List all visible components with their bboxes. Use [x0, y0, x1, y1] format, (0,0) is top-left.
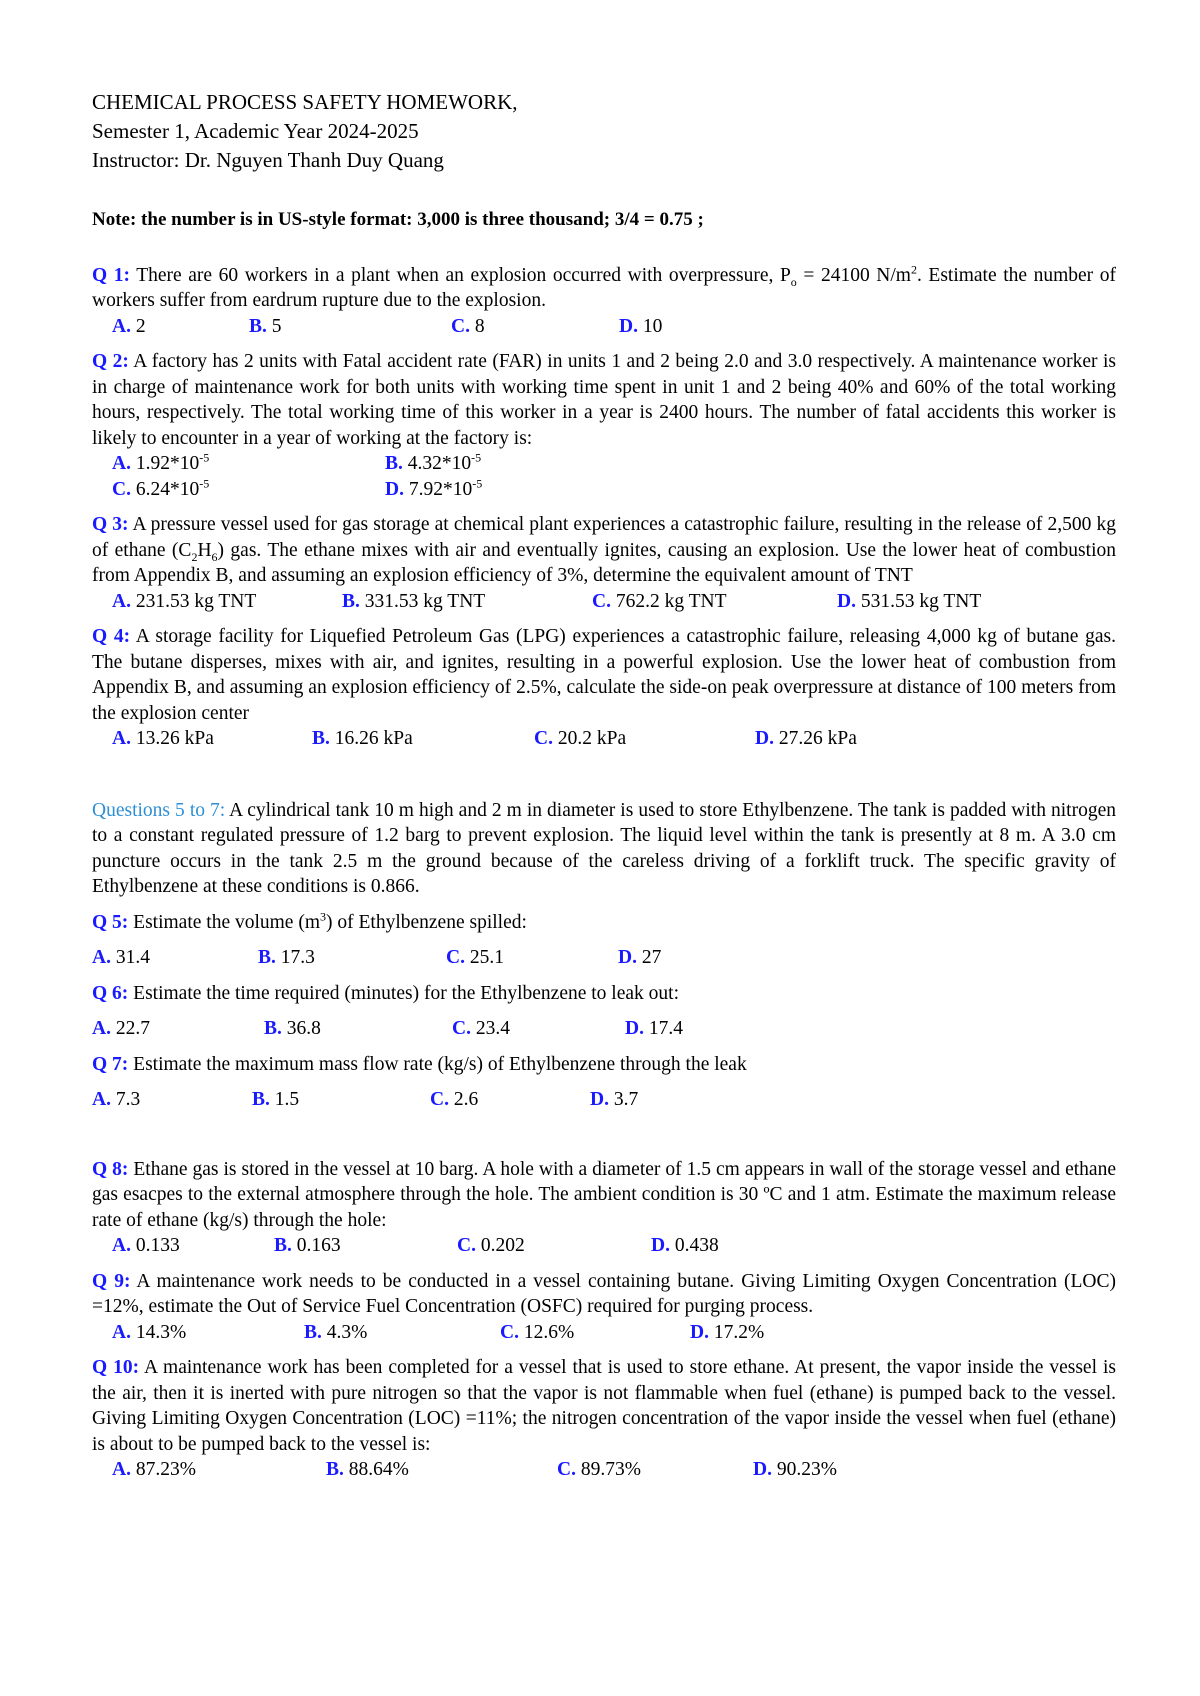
answer-options: [92, 1320, 1116, 1346]
question-label: Q 4:: [92, 626, 131, 647]
question-1: Q 1: There are 60 workers in a plant when an explosion occurred with overpressure, $P_o = 24100$ $N/m^2$. Estimate the number of workers suffer from eardrum rupture due to the explosion.: [92, 262, 1116, 311]
option-d[interactable]: D. $7.92*10^{-5}$: [385, 476, 483, 500]
question-10: [92, 1355, 1116, 1457]
question-text: Estimate the volume (m: [128, 911, 321, 933]
answer-options: [92, 477, 1116, 503]
intro-label: Questions 5 to 7:: [92, 799, 226, 821]
question-label: Q 3:: [92, 514, 129, 535]
question-label: Q 2:: [92, 351, 129, 372]
question-text: Ethane gas is stored in the vessel at 10 barg. A hole with a diameter of 1.5 cm appears in wall of the storage vessel and ethane gas esacpes to the external atmosphere through the hole. The ambient condition is 30 ºC and 1 atm. Estimate the maximum release rate of ethane (kg/s) through the hole:: [92, 1158, 1116, 1231]
question-text: Estimate the maximum mass flow rate (kg/s) of Ethylbenzene through the leak: [128, 1053, 747, 1075]
option-a[interactable]: A. 13.26 kPa: [112, 728, 214, 749]
option-c[interactable]: C. 20.2 kPa: [534, 728, 627, 749]
option-c[interactable]: C. 89.73%: [557, 1459, 641, 1480]
homework-page: [92, 88, 1116, 1483]
option-b[interactable]: B. 1.5: [252, 1089, 300, 1110]
option-b[interactable]: B. 331.53 kg TNT: [342, 590, 486, 612]
answer-options: [92, 314, 1116, 340]
option-b[interactable]: B. 88.64%: [326, 1459, 409, 1480]
option-c[interactable]: C. 25.1: [446, 947, 504, 968]
option-c[interactable]: C. 23.4: [452, 1018, 510, 1039]
answer-options: [92, 945, 1116, 971]
option-a[interactable]: A. $1.92*10^{-5}$: [112, 450, 210, 474]
question-label: Q 6:: [92, 982, 129, 1004]
question-text: A maintenance work has been completed for a vessel that is used to store ethane. At present, the vapor inside the vessel is the air, then it is inerted with pure nitrogen so that the vapor is not flammable when fuel (ethane) is pumped back to the vessel. Giving Limiting Oxygen Concentration (LOC) =11%; the nitrogen concentration of the vapor inside the vessel when fuel (ethane) is about to be pumped back to the vessel is:: [92, 1357, 1116, 1455]
option-d[interactable]: D. 27.26 kPa: [755, 728, 857, 749]
answer-options: [92, 1457, 1116, 1483]
option-d[interactable]: D. 0.438: [651, 1235, 719, 1256]
option-b[interactable]: B. 16.26 kPa: [312, 728, 413, 749]
option-b[interactable]: B. 5: [249, 315, 282, 337]
questions-5-7-intro: [92, 798, 1116, 900]
question-text: A factory has 2 units with Fatal accident rate (FAR) in units 1 and 2 being 2.0 and 3.0 respectively. A maintenance worker is in charge of maintenance work for both units with working time spent in unit 1 and 2 being 40% and 60% of the total working hours, respectively. The total working time of this worker in a year is 2400 hours. The number of fatal accidents this worker is likely to encounter in a year of working at the factory is:: [92, 351, 1116, 449]
option-c[interactable]: C. 8: [451, 315, 485, 337]
option-a[interactable]: A. 2: [112, 315, 146, 337]
option-d[interactable]: D. 27: [618, 947, 662, 968]
question-label: Q 7:: [92, 1053, 129, 1075]
option-b[interactable]: B. 36.8: [264, 1018, 321, 1039]
answer-options: [92, 1233, 1116, 1259]
question-6: [92, 981, 1116, 1007]
intro-text: A cylindrical tank 10 m high and 2 m in diameter is used to store Ethylbenzene. The tank is padded with nitrogen to a constant regulated pressure of 1.2 barg to prevent explosion. The liquid level within the tank is presently at 8 m. A 3.0 cm puncture occurs in the tank 2.5 m the ground because of the careless driving of a forklift truck. The specific gravity of Ethylbenzene at these conditions is 0.866.: [92, 799, 1116, 897]
option-d[interactable]: D. 3.7: [590, 1089, 639, 1110]
question-9: [92, 1269, 1116, 1320]
question-4: [92, 624, 1116, 726]
option-d[interactable]: D. 90.23%: [753, 1459, 837, 1480]
option-b[interactable]: B. $4.32*10^{-5}$: [385, 450, 482, 474]
question-7: [92, 1052, 1116, 1078]
option-a[interactable]: A. 87.23%: [112, 1459, 196, 1480]
answer-options: [92, 451, 1116, 477]
course-title: CHEMICAL PROCESS SAFETY HOMEWORK,: [92, 90, 518, 114]
question-text: A maintenance work needs to be conducted in a vessel containing butane. Giving Limiting Oxygen Concentration (LOC) =12%, estimate the Out of Service Fuel Concentration (OSFC) required for purging process.: [92, 1270, 1116, 1317]
option-a[interactable]: A. 7.3: [92, 1089, 141, 1110]
option-d[interactable]: D. 10: [619, 315, 663, 337]
answer-options: [92, 1087, 1116, 1113]
answer-options: [92, 589, 1116, 615]
answer-options: [92, 726, 1116, 752]
option-a[interactable]: A. 231.53 kg TNT: [112, 590, 257, 612]
question-text: A storage facility for Liquefied Petroleum Gas (LPG) experiences a catastrophic failure, releasing 4,000 kg of butane gas. The butane disperses, mixes with air, and ignites, resulting in a powerful explosion. Use the lower heat of combustion from Appendix B, and assuming an explosion efficiency of 2.5%, calculate the side-on peak overpressure at distance of 100 meters from the explosion center: [92, 626, 1116, 724]
option-d[interactable]: D. 17.4: [625, 1018, 683, 1039]
option-a[interactable]: A. 14.3%: [112, 1321, 187, 1343]
option-a[interactable]: A. 0.133: [112, 1235, 180, 1256]
question-label: Q 1:: [92, 264, 130, 286]
question-text: Estimate the time required (minutes) for the Ethylbenzene to leak out:: [128, 982, 679, 1004]
option-c[interactable]: C. $6.24*10^{-5}$: [112, 476, 210, 500]
option-c[interactable]: C. 762.2 kg TNT: [592, 590, 727, 612]
number-format-note: Note: the number is in US-style format: 3,000 is three thousand; 3/4 = 0.75 ;: [92, 209, 704, 230]
question-label: Q 10:: [92, 1357, 140, 1378]
question-2: [92, 349, 1116, 451]
option-c[interactable]: C. 2.6: [430, 1089, 479, 1110]
option-b[interactable]: B. 0.163: [274, 1235, 341, 1256]
question-text: There are 60 workers in a plant when an explosion occurred with overpressure, P: [130, 264, 791, 286]
semester-line: Semester 1, Academic Year 2024-2025: [92, 119, 419, 143]
question-8: [92, 1157, 1116, 1234]
instructor-line: Instructor: Dr. Nguyen Thanh Duy Quang: [92, 148, 444, 172]
question-label: Q 5:: [92, 911, 129, 933]
question-5: Q 5: Estimate the volume $(m^3)$ of Ethylbenzene spilled:: [92, 909, 527, 933]
question-3: Q 3: A pressure vessel used for gas storage at chemical plant experiences a catastrophic failure, resulting in the release of 2,500 kg of ethane $(C_2H_6)$ gas. The ethane mixes with air and eventually ignites, causing an explosion. Use the lower heat of combustion from Appendix B, and assuming an explosion efficiency of 3%, determine the equivalent amount of TNT: [92, 514, 1116, 586]
option-a[interactable]: A. 31.4: [92, 947, 150, 968]
option-c[interactable]: C. 0.202: [457, 1235, 525, 1256]
option-b[interactable]: B. 17.3: [258, 947, 315, 968]
document-header: [92, 88, 1116, 175]
option-d[interactable]: D. 17.2%: [690, 1321, 765, 1343]
option-d[interactable]: D. 531.53 kg TNT: [837, 590, 982, 612]
option-b[interactable]: B. 4.3%: [304, 1321, 368, 1343]
question-label: Q 8:: [92, 1158, 129, 1180]
answer-options: [92, 1016, 1116, 1042]
question-text: A pressure vessel used for gas storage at chemical plant experiences a catastrophic failure, resulting in the release of 2,500 kg of ethane (C: [92, 514, 1116, 561]
option-a[interactable]: A. 22.7: [92, 1018, 150, 1039]
question-label: Q 9:: [92, 1270, 131, 1292]
option-c[interactable]: C. 12.6%: [500, 1321, 575, 1343]
